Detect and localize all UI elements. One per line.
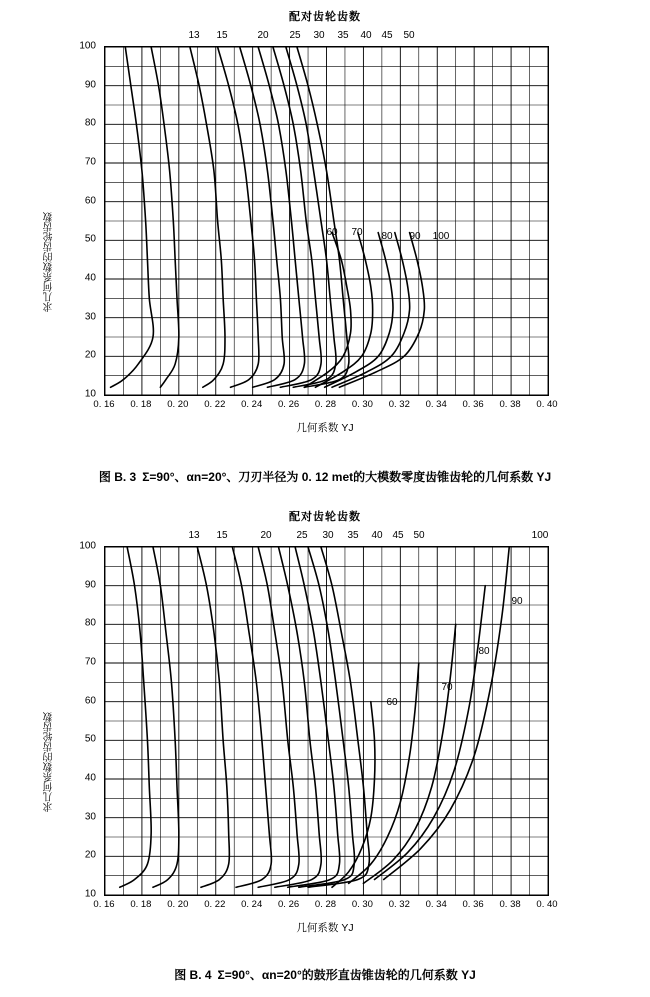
fig2-inner-label-60: 60 — [386, 697, 398, 708]
fig2-ytick-50: 50 — [84, 733, 96, 745]
curve-50 — [308, 547, 369, 887]
fig1-xtick-0: 0. 16 — [93, 399, 115, 410]
fig2-ytick-90: 90 — [84, 579, 96, 591]
fig2-caption-text: Σ=90°、αn=20°的鼓形直齿锥齿轮的几何系数 YJ — [217, 968, 476, 982]
fig1-ytick-90: 90 — [84, 79, 96, 91]
fig2-xtick-4: 0. 24 — [241, 899, 263, 910]
fig2-top-label-30: 30 — [322, 530, 334, 541]
fig2-xtick-2: 0. 20 — [167, 899, 189, 910]
fig2-top-label-35: 35 — [347, 530, 359, 541]
fig2-ytick-60: 60 — [84, 695, 96, 707]
figure-b4 — [0, 500, 650, 997]
fig1-inner-label-60: 60 — [326, 227, 338, 238]
fig1-xtick-3: 0. 22 — [204, 399, 226, 410]
fig2-y-axis-title: 求几何系数的齿轮齿数 — [44, 712, 55, 812]
fig2-plot-area — [104, 546, 549, 896]
fig2-top-label-13: 13 — [188, 530, 200, 541]
curve-35 — [275, 547, 322, 887]
fig1-top-label-13: 13 — [188, 30, 200, 41]
fig2-x-axis-title — [0, 920, 650, 935]
fig2-ytick-30: 30 — [84, 811, 96, 823]
curve-20 — [197, 547, 229, 887]
fig1-xtick-1: 0. 18 — [130, 399, 152, 410]
fig2-ytick-10: 10 — [84, 888, 96, 900]
fig1-top-title: 配对齿轮齿数 — [289, 11, 361, 23]
fig1-top-label-35: 35 — [337, 30, 349, 41]
fig2-inner-label-80: 80 — [478, 646, 490, 657]
fig1-ytick-80: 80 — [84, 117, 96, 129]
fig2-xtick-5: 0. 26 — [278, 899, 300, 910]
fig1-top-label-50: 50 — [403, 30, 415, 41]
fig1-inner-label-80: 80 — [381, 231, 393, 242]
fig1-ytick-60: 60 — [84, 195, 96, 207]
fig2-top-label-100: 100 — [531, 530, 549, 541]
fig2-caption-number: 图 B. 4 — [174, 968, 212, 982]
curve-13 — [120, 547, 151, 887]
fig1-xtick-4: 0. 24 — [241, 399, 263, 410]
fig2-xtick-10: 0. 36 — [462, 899, 484, 910]
fig2-inner-label-90: 90 — [511, 596, 523, 607]
curve-13 — [111, 47, 154, 387]
fig1-y-axis-title: 求几何系数的齿轮齿数 — [44, 212, 55, 312]
curve-50 — [297, 47, 349, 387]
fig2-xtick-1: 0. 18 — [130, 899, 152, 910]
fig1-ytick-50: 50 — [84, 233, 96, 245]
fig1-ytick-20: 20 — [84, 349, 96, 361]
fig2-xtick-0: 0. 16 — [93, 899, 115, 910]
fig1-ytick-100: 100 — [79, 40, 96, 52]
fig1-ytick-40: 40 — [84, 272, 96, 284]
fig1-top-label-45: 45 — [381, 30, 393, 41]
fig2-top-label-50: 50 — [413, 530, 425, 541]
fig1-xtick-2: 0. 20 — [167, 399, 189, 410]
fig2-xtick-6: 0. 28 — [314, 899, 337, 910]
curve-15 — [153, 547, 179, 887]
fig1-top-label-20: 20 — [257, 30, 269, 41]
fig1-top-label-15: 15 — [216, 30, 228, 41]
fig2-ytick-40: 40 — [84, 772, 96, 784]
curve-60 — [332, 702, 375, 888]
fig2-top-title: 配对齿轮齿数 — [289, 511, 361, 523]
fig1-xtick-11: 0. 38 — [499, 399, 521, 410]
curve-70 — [349, 663, 419, 883]
fig1-inner-label-90: 90 — [409, 231, 421, 242]
fig2-top-label-25: 25 — [296, 530, 308, 541]
fig2-caption — [0, 966, 650, 983]
fig1-ytick-70: 70 — [84, 156, 96, 168]
fig1-xtick-9: 0. 34 — [425, 399, 447, 410]
fig1-ytick-10: 10 — [84, 388, 96, 400]
fig2-top-label-20: 20 — [260, 530, 272, 541]
fig2-x-axis-title-text: 几何系数 YJ — [296, 922, 354, 934]
fig1-xtick-5: 0. 26 — [278, 399, 300, 410]
fig1-inner-label-100: 100 — [432, 231, 450, 242]
fig2-ytick-20: 20 — [84, 849, 96, 861]
curve-40 — [273, 47, 321, 387]
fig1-ytick-30: 30 — [84, 311, 96, 323]
fig1-xtick-10: 0. 36 — [462, 399, 484, 410]
curve-15 — [151, 47, 179, 387]
fig2-ytick-80: 80 — [84, 617, 96, 629]
fig1-caption-number: 图 B. 3 — [98, 470, 137, 484]
fig2-inner-label-70: 70 — [441, 682, 453, 693]
fig2-xtick-3: 0. 22 — [204, 899, 226, 910]
curve-25 — [232, 547, 271, 887]
fig1-caption-text: Σ=90°、αn=20°、刀刃半径为 0. 12 met的大模数零度齿锥齿轮的几何系数 YJ — [142, 470, 552, 484]
fig2-curves — [105, 547, 548, 895]
fig2-top-label-15: 15 — [216, 530, 228, 541]
fig1-top-label-40: 40 — [360, 30, 372, 41]
fig1-x-axis-title-text: 几何系数 YJ — [296, 422, 354, 434]
fig1-curves — [105, 47, 548, 395]
curve-40 — [288, 547, 340, 887]
fig1-plot-area — [104, 46, 549, 396]
fig2-xtick-7: 0. 30 — [351, 899, 373, 910]
curve-30 — [258, 547, 299, 887]
curve-20 — [190, 47, 225, 387]
fig1-inner-label-70: 70 — [351, 227, 363, 238]
fig1-caption — [0, 468, 650, 485]
fig1-top-label-25: 25 — [289, 30, 301, 41]
fig1-xtick-6: 0. 28 — [314, 399, 337, 410]
fig1-xtick-8: 0. 32 — [388, 399, 410, 410]
curve-30 — [240, 47, 285, 387]
fig2-xtick-8: 0. 32 — [388, 899, 410, 910]
fig2-ytick-100: 100 — [79, 540, 96, 552]
curve-80 — [325, 233, 393, 388]
fig2-top-label-40: 40 — [371, 530, 383, 541]
fig1-xtick-7: 0. 30 — [351, 399, 373, 410]
curve-90 — [374, 586, 485, 880]
fig1-top-label-30: 30 — [313, 30, 325, 41]
fig2-xtick-11: 0. 38 — [499, 899, 521, 910]
fig1-xtick-12: 0. 40 — [536, 399, 558, 410]
fig2-ytick-70: 70 — [84, 656, 96, 668]
fig1-x-axis-title — [0, 420, 650, 435]
fig2-xtick-12: 0. 40 — [536, 899, 558, 910]
fig2-top-label-45: 45 — [392, 530, 404, 541]
fig2-xtick-9: 0. 34 — [425, 899, 447, 910]
